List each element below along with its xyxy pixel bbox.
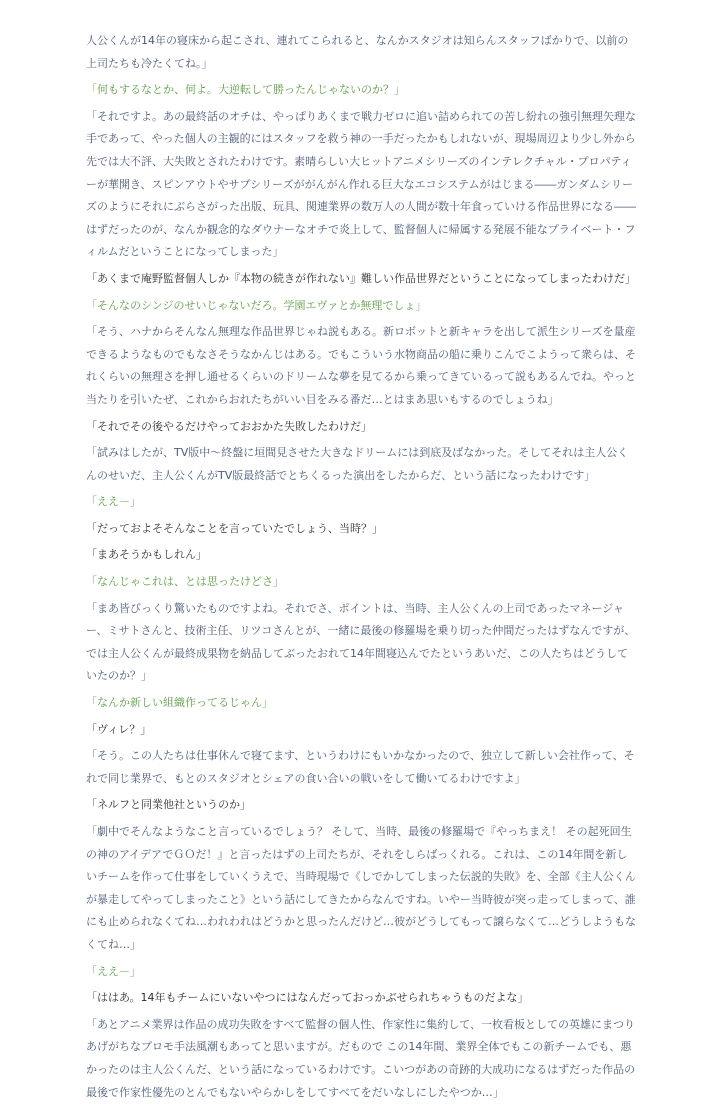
paragraph-20: 「ははあ。14年もチームにいないやつにはなんだっておっかぶせられちゃうものだよな」 [86, 991, 529, 1005]
paragraph-6: 「そう、ハナからそんなん無理な作品世界じゃね説もある。新ロボットと新キャラを出して派生シリーズを量産できるようなものでもなさそうなかんじはある。でもこういう水物商品の船に乗りこんでこようって衆らは、それくらいの無理さを押し通せるくらいのドリームな夢を見てるから乗ってきているって説もあるんでね。やっと当たりを引いたぜ、これからおれたちがいい目をみる番だ…とはまあ思いもするのでしょうね」 [86, 325, 636, 406]
paragraph-8: 「試みはしたが、TV版中〜終盤に垣間見させた大きなドリームには到底及ばなかった。そしてそれは主人公くんのせいだ、主人公くんがTV版最終話でとちくるった演出をしたからだ、という話になったわけです」 [86, 446, 629, 482]
paragraph-14: 「なんか新しい組織作ってるじゃん」 [86, 696, 273, 710]
paragraph-18: 「劇中でそんなようなこと言っているでしょう？ そして、当時、最後の修羅場で『やっちまえ！ その起死回生の神のアイデアでＧＯだ！』と言ったはずの上司たちが、それをしらばっくれる。これは、この14年間を新しいチームを作って仕事をしていくうえで、当時現場で《しでかしてしまった伝説的失敗》を、全部《主人公くんが暴走してやってしまったこと》という話にしてきたからなんですね。いやー当時彼が突っ走ってしまって、誰にも止められなくてね…われわれはどうかと思ったんだけど…彼がどうしてもって譲らなくて…どうしようもなくてね…」 [86, 825, 636, 951]
paragraph-12: 「なんじゃこれは、とは思ったけどさ」 [86, 575, 284, 589]
paragraph-4: 「あくまで庵野監督個人しか『本物の続きが作れない』難しい作品世界だということになってしまったわけだ」 [86, 271, 636, 285]
paragraph-21: 「あとアニメ業界は作品の成功失敗をすべて監督の個人性、作家性に集約して、一枚看板としての英雄にまつりあげがちなプロモ手法風潮もあってと思いますが。だもので この14年間、業界全体でもこの新チームでも、悪かったのは主人公くんだ、という話になっているわけです。こいつがあの奇跡的大成功になるはずだった作品の最後で作家性優先のとんでもないやらかしをしてすべてをだいなしにしたやつか…」 [86, 1017, 636, 1099]
paragraph-11: 「まあそうかもしれん」 [86, 548, 207, 562]
paragraph-1: 人公くんが14年の寝床から起こされ、連れてこられると、なんかスタジオは知らんスタッフばかりで、以前の上司たちも冷たくてね。」 [86, 34, 629, 70]
paragraph-3: 「それですよ。あの最終話のオチは、やっぱりあくまで戦力ゼロに追い詰められての苦し紛れの強引無理矢理な手であって、やった個人の主観的にはスタッフを救う神の一手だったかもしれないが、現場周辺より少し外から先では大不評、大失敗とされたわけです。素晴らしい大ヒットアニメシリーズのインテレクチャル・プロパティーが華開き、スピンアウトやサブシリーズががんがん作れる巨大なエコシステムがはじまる――ガンダムシリーズのようにそれにぶらさがった出版、玩具、関連業界の数万人の人間が数十年食っていける作品世界になる――はずだったのが、なんか観念的なダウナーなオチで炎上して、監督個人に帰属する発展不能なプライベート・フィルムだということになってしまった」 [86, 109, 636, 259]
paragraph-7: 「それでその後やるだけやっておおかた失敗したわけだ」 [86, 419, 372, 433]
paragraph-16: 「そう。この人たちは仕事休んで寝てます、というわけにもいかなかったので、独立して新しい会社作って、それで同じ業界で、もとのスタジオとシェアの食い合いの戦いをして働いてるわけですよ」 [86, 749, 635, 785]
paragraph-10: 「だっておよそそんなことを言っていたでしょう、当時？」 [86, 521, 383, 535]
paragraph-13: 「まあ皆びっくり驚いたものですよね。それでさ、ポイントは、当時、主人公くんの上司であったマネージャー、ミサトさんと、技術主任、リツコさんとが、一緒に最後の修羅場を乗り切った仲間だったはずなんですが、では主人公くんが最終成果物を納品してぶったおれて14年間寝込んでたというあいだ、この人たちはどうしていたのか？」 [86, 601, 636, 683]
paragraph-9: 「ええ－」 [86, 495, 141, 509]
paragraph-2: 「何もするなとか、何よ。大逆転して勝ったんじゃないのか？」 [86, 83, 405, 97]
paragraph-15: 「ヴィレ？」 [86, 722, 152, 736]
paragraph-19: 「ええ－」 [86, 964, 141, 978]
paragraph-17: 「ネルフと同業他社というのか」 [86, 798, 251, 812]
paragraph-5: 「そんなのシンジのせいじゃないだろ。学園エヴァとか無理でしょ」 [86, 298, 427, 312]
